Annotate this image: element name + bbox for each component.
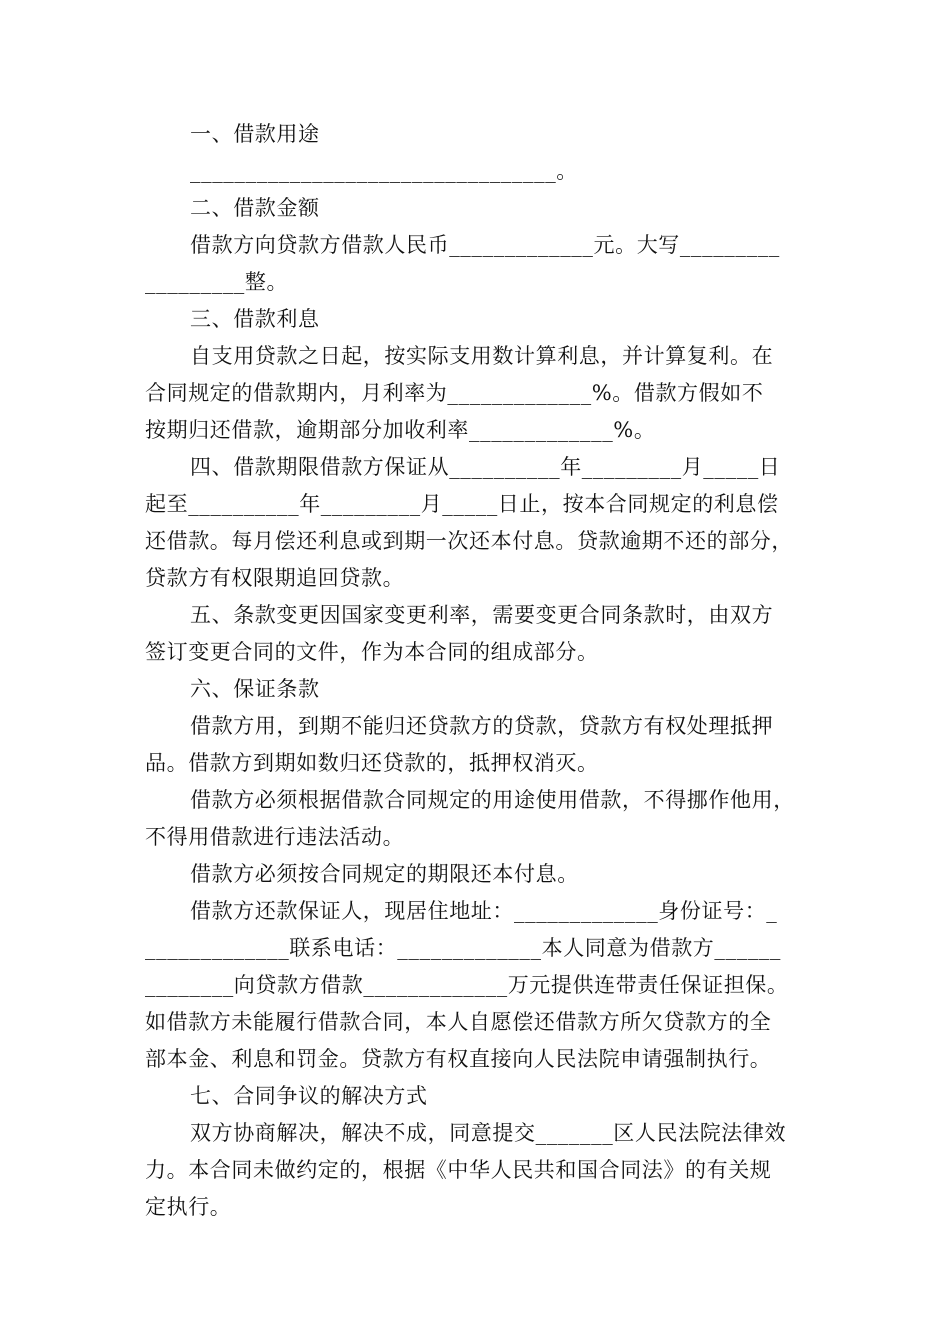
section-heading-loan-amount: 二、借款金额 xyxy=(190,196,320,220)
section-heading-loan-term: 四、借款期限借款方保证从__________年_________月_____日 xyxy=(190,455,781,479)
paragraph-line: _________整。 xyxy=(145,270,289,294)
paragraph-line: 借款方必须根据借款合同规定的用途使用借款，不得挪作他用， xyxy=(190,788,795,812)
paragraph-line: 自支用贷款之日起，按实际支用数计算利息，并计算复利。在 xyxy=(190,344,774,368)
section-heading-dispute-resolution: 七、合同争议的解决方式 xyxy=(190,1084,428,1108)
paragraph-line: 如借款方未能履行借款合同，本人自愿偿还借款方所欠贷款方的全 xyxy=(145,1010,772,1034)
section-heading-clause-change: 五、条款变更因国家变更利率，需要变更合同条款时，由双方 xyxy=(190,603,774,627)
paragraph-line: 部本金、利息和罚金。贷款方有权直接向人民法院申请强制执行。 xyxy=(145,1047,772,1071)
paragraph-line: 还借款。每月偿还利息或到期一次还本付息。贷款逾期不还的部分， xyxy=(145,529,793,553)
paragraph-line: 起至__________年_________月_____日止，按本合同规定的利息偿 xyxy=(145,492,779,516)
paragraph-line: 按期归还借款，逾期部分加收利率_____________%。 xyxy=(145,418,656,442)
paragraph-line: 力。本合同未做约定的，根据《中华人民共和国合同法》的有关规 xyxy=(145,1158,772,1182)
section-heading-loan-interest: 三、借款利息 xyxy=(190,307,320,331)
paragraph-line: 借款方还款保证人，现居住地址：_____________身份证号：_ xyxy=(190,899,778,923)
paragraph-line: 借款方必须按合同规定的期限还本付息。 xyxy=(190,862,579,886)
paragraph-line: 合同规定的借款期内，月利率为_____________%。借款方假如不 xyxy=(145,381,764,405)
loan-purpose-blank-line: _________________________________。 xyxy=(190,159,578,183)
paragraph-line: 借款方用，到期不能归还贷款方的贷款，贷款方有权处理抵押 xyxy=(190,714,774,738)
section-heading-loan-purpose: 一、借款用途 xyxy=(190,122,320,146)
paragraph-line: _____________联系电话：_____________本人同意为借款方______ xyxy=(145,936,781,960)
paragraph-line: 定执行。 xyxy=(145,1195,232,1219)
paragraph-line: 签订变更合同的文件，作为本合同的组成部分。 xyxy=(145,640,599,664)
paragraph-line: 双方协商解决，解决不成，同意提交_______区人民法院法律效 xyxy=(190,1121,787,1145)
paragraph-line: ________向贷款方借款_____________万元提供连带责任保证担保。 xyxy=(145,973,789,997)
paragraph-line: 品。借款方到期如数归还贷款的，抵押权消灭。 xyxy=(145,751,599,775)
document-body xyxy=(145,116,825,1226)
paragraph-line: 贷款方有权限期追回贷款。 xyxy=(145,566,405,590)
section-heading-guarantee: 六、保证条款 xyxy=(190,677,320,701)
paragraph-line: 借款方向贷款方借款人民币_____________元。大写_________ xyxy=(190,233,780,257)
paragraph-line: 不得用借款进行违法活动。 xyxy=(145,825,405,849)
